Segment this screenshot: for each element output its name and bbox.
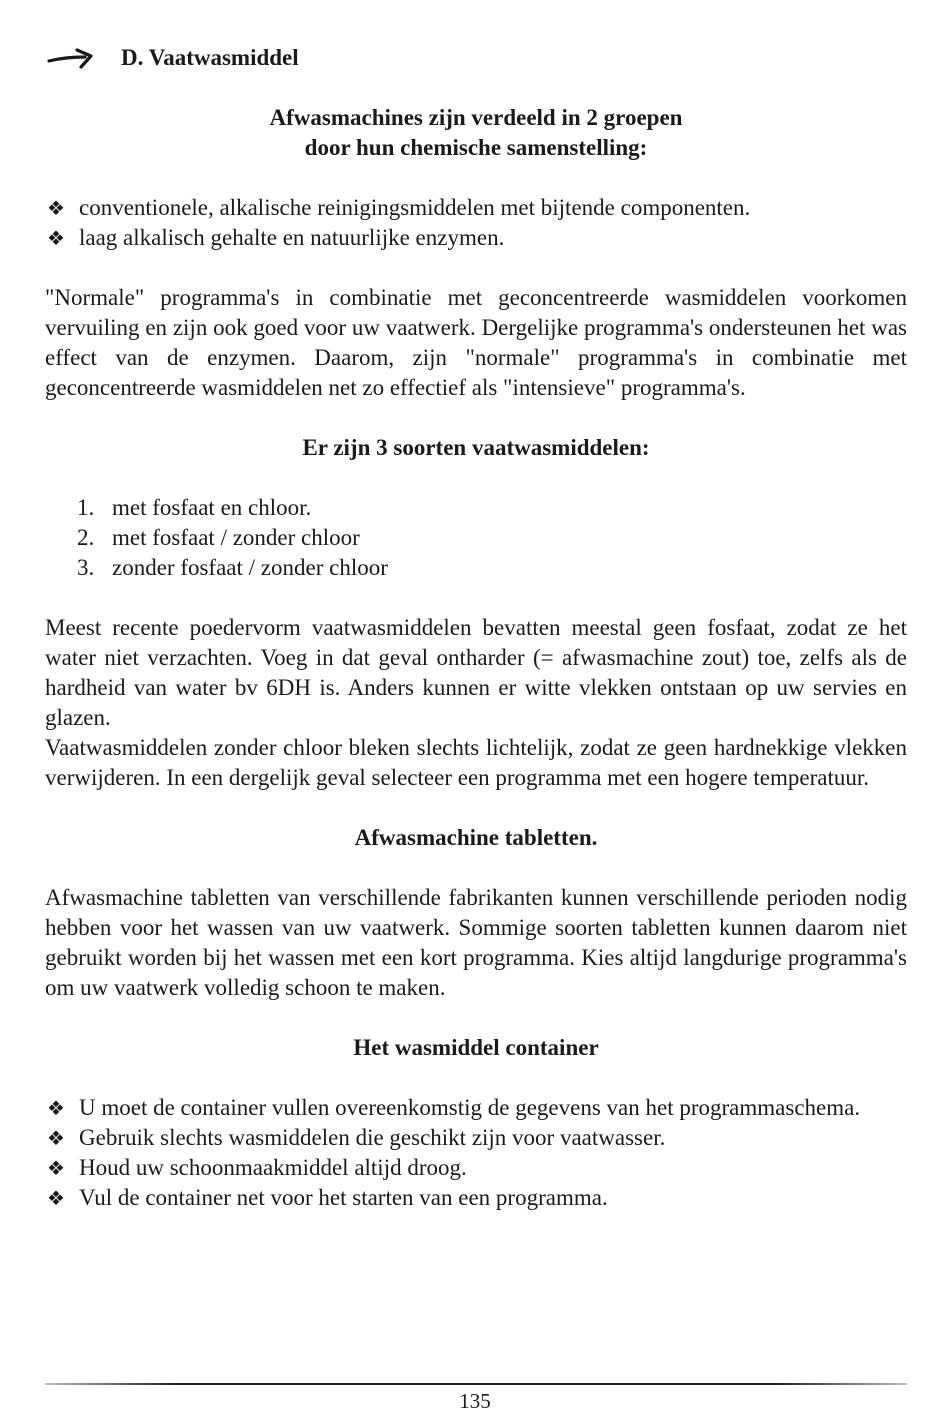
- footer-divider: [45, 1383, 907, 1385]
- list-item-number: 3.: [77, 555, 95, 580]
- list-item: [45, 1123, 907, 1153]
- detergent-groups-list: [45, 193, 907, 253]
- list-item-text: zonder fosfaat / zonder chloor: [112, 555, 388, 580]
- list-item: [45, 1093, 907, 1123]
- four-diamond-bullet-icon: ❖: [47, 1096, 65, 1120]
- list-item-text: Gebruik slechts wasmiddelen die geschikt zijn voor vaatwasser.: [79, 1125, 666, 1150]
- list-item-number: 2.: [77, 525, 95, 550]
- groups-heading-line2: door hun chemische samenstelling:: [304, 135, 648, 160]
- list-item-text: laag alkalisch gehalte en natuurlijke enzymen.: [79, 225, 505, 250]
- tablets-paragraph: Afwasmachine tabletten van verschillende fabrikanten kunnen verschillende perioden nodig hebben voor het wassen van uw vaatwerk. Sommige soorten tabletten kunnen daarom niet gebruikt worden bij het wassen met een kort programma. Kies altijd langdurige programma's om uw vaatwerk volledig schoon te maken.: [45, 885, 907, 1000]
- container-tips-list: [45, 1093, 907, 1213]
- list-item: [45, 523, 907, 553]
- four-diamond-bullet-icon: ❖: [47, 1126, 65, 1150]
- list-item-text: met fosfaat / zonder chloor: [112, 525, 360, 550]
- detergent-types-list: [45, 493, 907, 583]
- list-item: [45, 1183, 907, 1213]
- normal-programs-paragraph: "Normale" programma's in combinatie met geconcentreerde wasmiddelen voorkomen vervuiling en zijn ook goed voor uw vaatwerk. Dergelijke programma's ondersteunen het was effect van de enzymen. Daarom, zijn "normale" programma's in combinatie met geconcentreerde wasmiddelen net zo effectief als "intensieve" programma's.: [45, 285, 907, 400]
- arrow-right-icon: [47, 47, 95, 69]
- list-item: [45, 553, 907, 583]
- powder-detergent-paragraph: Meest recente poedervorm vaatwasmiddelen bevatten meestal geen fosfaat, zodat ze het water niet verzachten. Voeg in dat geval ontharder (= afwasmachine zout) toe, zelfs als de hardheid van water bv 6DH is. Anders kunnen er witte vlekken ontstaan op uw servies en glazen.: [45, 615, 907, 730]
- four-diamond-bullet-icon: ❖: [47, 1156, 65, 1180]
- groups-heading-line1: Afwasmachines zijn verdeeld in 2 groepen: [269, 105, 683, 130]
- four-diamond-bullet-icon: ❖: [47, 226, 65, 250]
- list-item-number: 1.: [77, 495, 95, 520]
- list-item-text: conventionele, alkalische reinigingsmiddelen met bijtende componenten.: [79, 195, 751, 220]
- page-number: 135: [459, 1389, 491, 1413]
- detergent-types-heading: Er zijn 3 soorten vaatwasmiddelen:: [302, 435, 650, 460]
- four-diamond-bullet-icon: ❖: [47, 1186, 65, 1210]
- list-item: [45, 493, 907, 523]
- list-item-text: met fosfaat en chloor.: [112, 495, 312, 520]
- list-item: [45, 1153, 907, 1183]
- chlorine-free-paragraph: Vaatwasmiddelen zonder chloor bleken slechts lichtelijk, zodat ze geen hardnekkige vlekken verwijderen. In een dergelijk geval selecteer een programma met een hogere temperatuur.: [45, 735, 907, 790]
- list-item-text: Houd uw schoonmaakmiddel altijd droog.: [79, 1155, 467, 1180]
- tablets-heading: Afwasmachine tabletten.: [354, 825, 598, 850]
- list-item-text: U moet de container vullen overeenkomstig de gegevens van het programmaschema.: [79, 1095, 861, 1120]
- manual-page: [45, 40, 907, 1213]
- four-diamond-bullet-icon: ❖: [47, 196, 65, 220]
- list-item: [45, 223, 907, 253]
- list-item-text: Vul de container net voor het starten van een programma.: [79, 1185, 608, 1210]
- list-item: [45, 193, 907, 223]
- section-header: [47, 40, 907, 76]
- container-heading: Het wasmiddel container: [353, 1035, 599, 1060]
- section-title: D. Vaatwasmiddel: [121, 45, 299, 70]
